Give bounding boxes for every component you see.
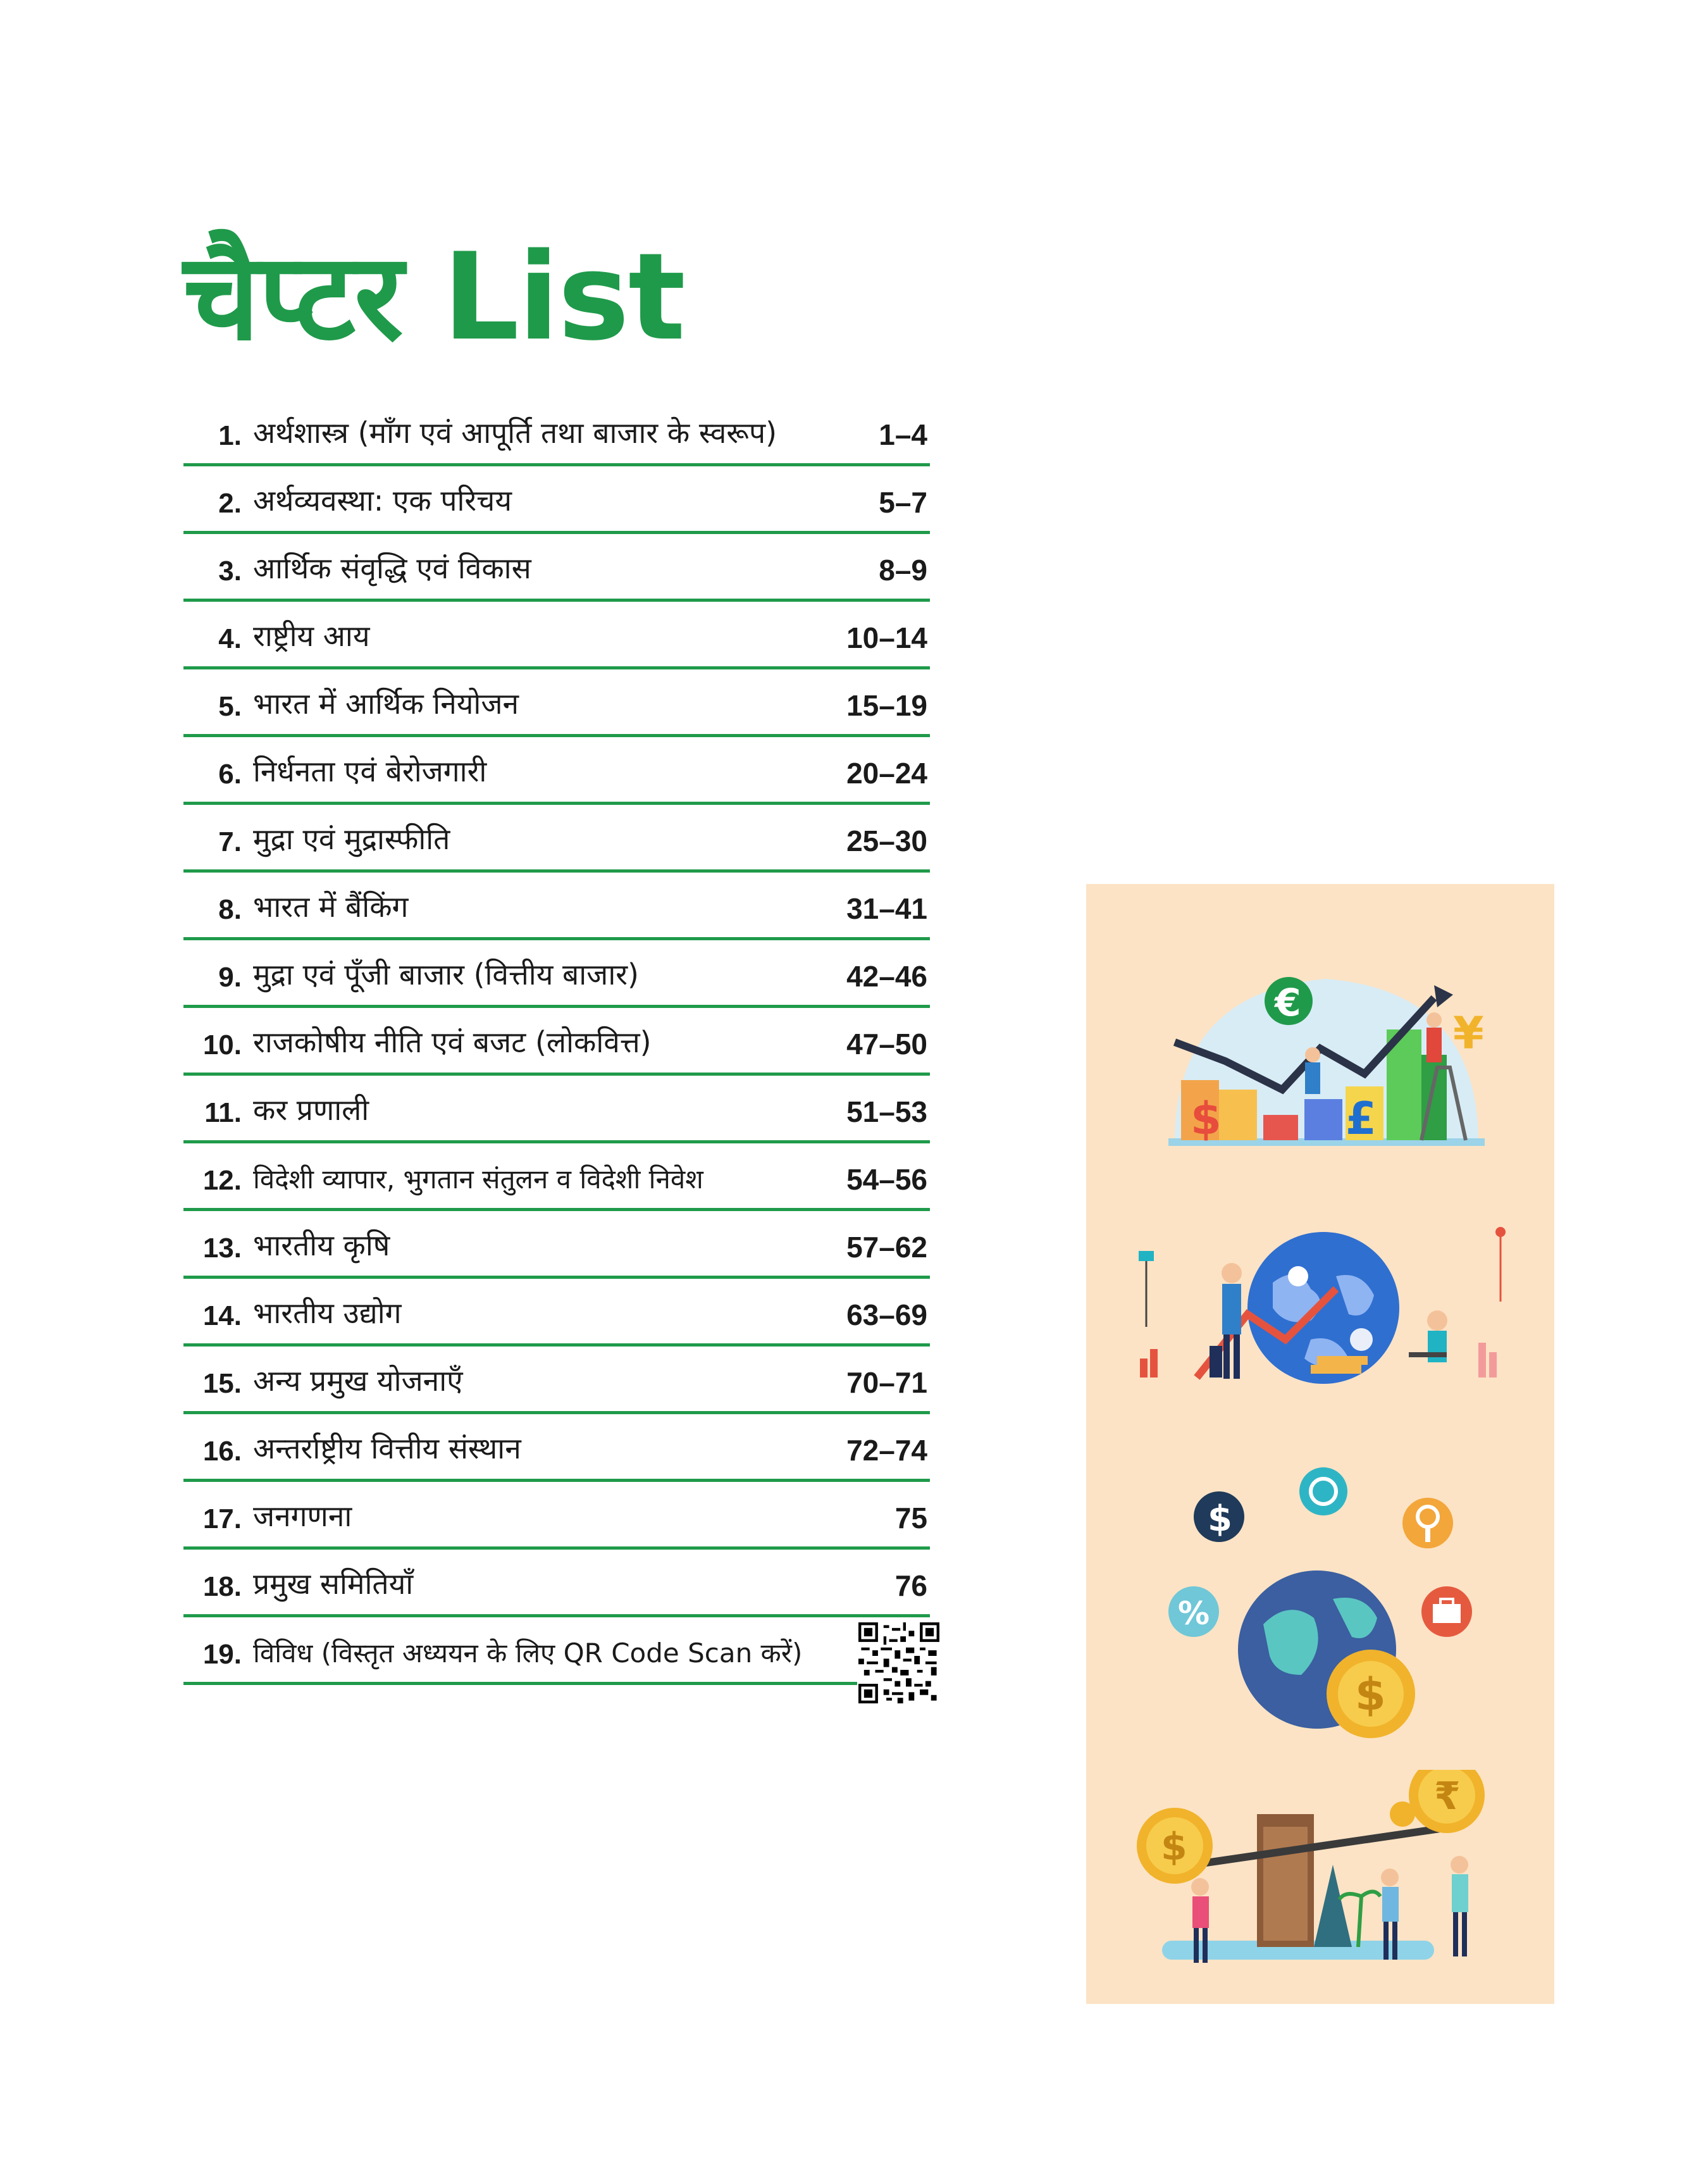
chapter-number: 13.: [202, 1233, 242, 1264]
chapter-pages: 25–30: [846, 824, 927, 857]
chapter-pages: 31–41: [846, 892, 927, 925]
chapter-pages: 8–9: [879, 554, 927, 587]
chapter-pages: 63–69: [846, 1298, 927, 1331]
chapter-number: 16.: [202, 1436, 242, 1467]
chapter-pages: 10–14: [846, 621, 927, 654]
chapter-number: 19.: [202, 1639, 242, 1670]
chapter-row[interactable]: [183, 940, 930, 1008]
chapter-pages: 1–4: [879, 418, 927, 451]
chapter-row[interactable]: [183, 1211, 930, 1279]
chapter-title: भारत में आर्थिक नियोजन: [253, 687, 519, 721]
globe-analytics-illustration: [1121, 1213, 1526, 1403]
chapter-row[interactable]: [183, 669, 930, 737]
chapter-pages: [855, 1670, 857, 1682]
yen-icon: ¥: [1453, 1007, 1484, 1059]
chapter-number: 9.: [218, 962, 242, 993]
chapter-pages: 42–46: [846, 960, 927, 993]
chapter-title: विविध (विस्तृत अध्ययन के लिए QR Code Scan करें): [253, 1638, 803, 1669]
chapter-row[interactable]: [183, 1279, 930, 1346]
chapter-pages: 57–62: [846, 1231, 927, 1264]
chapter-number: 18.: [202, 1571, 242, 1602]
page-title: चैप्टर List: [183, 227, 684, 367]
global-finance-illustration: [1162, 1466, 1478, 1745]
chapter-pages: 54–56: [846, 1163, 927, 1196]
rupee-icon: ₹: [1434, 1774, 1461, 1819]
dollar-icon: $: [1208, 1498, 1232, 1539]
chapter-title: भारत में बैंकिंग: [253, 890, 409, 924]
chapter-title: अन्तर्राष्ट्रीय वित्तीय संस्थान: [253, 1431, 521, 1465]
chapter-pages: 20–24: [846, 757, 927, 790]
chapter-number: 8.: [218, 894, 242, 925]
chapter-title: अन्य प्रमुख योजनाएँ: [253, 1364, 463, 1398]
dollar-icon: $: [1355, 1669, 1386, 1720]
chapter-list: [183, 399, 930, 1685]
chapter-pages: 70–71: [846, 1366, 927, 1399]
chapter-row[interactable]: [183, 534, 930, 602]
chapter-row[interactable]: [183, 399, 930, 466]
dollar-icon: $: [1191, 1093, 1222, 1145]
chapter-number: 10.: [202, 1029, 242, 1060]
chapter-pages: 76: [894, 1569, 927, 1602]
chapter-row[interactable]: [183, 1143, 930, 1211]
chapter-title: भारतीय उद्योग: [253, 1296, 402, 1330]
chapter-title: प्रमुख समितियाँ: [253, 1567, 414, 1601]
globe-icon: [1299, 1467, 1347, 1515]
chapter-row[interactable]: [183, 1076, 930, 1143]
chapter-title: अर्थव्यवस्था: एक परिचय: [253, 483, 512, 518]
chapter-number: 2.: [218, 488, 242, 519]
chapter-title: मुद्रा एवं मुद्रास्फीति: [253, 822, 450, 856]
chapter-pages: 51–53: [846, 1095, 927, 1128]
chapter-title: आर्थिक संवृद्धि एवं विकास: [253, 551, 531, 585]
chapter-number: 12.: [202, 1165, 242, 1196]
chapter-pages: 15–19: [846, 689, 927, 722]
chapter-row[interactable]: [183, 873, 930, 940]
chapter-pages: 75: [894, 1502, 927, 1534]
growth-chart-illustration: [1156, 954, 1497, 1150]
chapter-row[interactable]: [183, 805, 930, 873]
chapter-number: 4.: [218, 623, 242, 654]
chapter-title: कर प्रणाली: [253, 1093, 369, 1127]
pound-icon: £: [1346, 1093, 1377, 1145]
qr-code-icon[interactable]: [858, 1622, 939, 1703]
chapter-title: विदेशी व्यापार, भुगतान संतुलन व विदेशी निवेश: [253, 1164, 703, 1195]
chapter-number: 14.: [202, 1300, 242, 1331]
chapter-row[interactable]: [183, 466, 930, 534]
chapter-title: अर्थशास्त्र (माँग एवं आपूर्ति तथा बाजार के स्वरूप): [253, 416, 777, 450]
chapter-title: निर्धनता एवं बेरोजगारी: [253, 754, 487, 788]
chapter-pages: 72–74: [846, 1434, 927, 1467]
chapter-pages: 47–50: [846, 1028, 927, 1060]
euro-icon: €: [1275, 981, 1301, 1025]
chapter-row[interactable]: [183, 1482, 930, 1550]
chapter-title: जनगणना: [253, 1499, 352, 1533]
chapter-number: 11.: [204, 1097, 242, 1128]
chapter-row[interactable]: [183, 1550, 930, 1617]
chapter-title: मुद्रा एवं पूँजी बाजार (वित्तीय बाजार): [253, 957, 639, 992]
chapter-number: 6.: [218, 759, 242, 790]
chapter-title: भारतीय कृषि: [253, 1228, 390, 1262]
chapter-number: 3.: [218, 556, 242, 587]
chapter-number: 17.: [202, 1503, 242, 1534]
chapter-row[interactable]: [183, 602, 930, 669]
chapter-row[interactable]: [183, 1414, 930, 1482]
chapter-row[interactable]: [183, 1346, 930, 1414]
chapter-pages: 5–7: [879, 486, 927, 519]
percent-icon: %: [1178, 1595, 1210, 1632]
chapter-number: 15.: [202, 1368, 242, 1399]
chapter-number: 1.: [218, 420, 242, 451]
chapter-number: 7.: [218, 826, 242, 857]
chapter-title: राजकोषीय नीति एवं बजट (लोकवित्त): [253, 1025, 652, 1059]
dollar-icon: $: [1161, 1825, 1187, 1869]
illustration-panel: [1086, 884, 1554, 2004]
chapter-row[interactable]: [183, 737, 930, 805]
chapter-title: राष्ट्रीय आय: [253, 619, 370, 653]
chapter-row[interactable]: [183, 1008, 930, 1076]
market-balance-illustration: [1124, 1770, 1516, 1985]
chapter-row[interactable]: [183, 1617, 857, 1685]
chapter-number: 5.: [218, 691, 242, 722]
